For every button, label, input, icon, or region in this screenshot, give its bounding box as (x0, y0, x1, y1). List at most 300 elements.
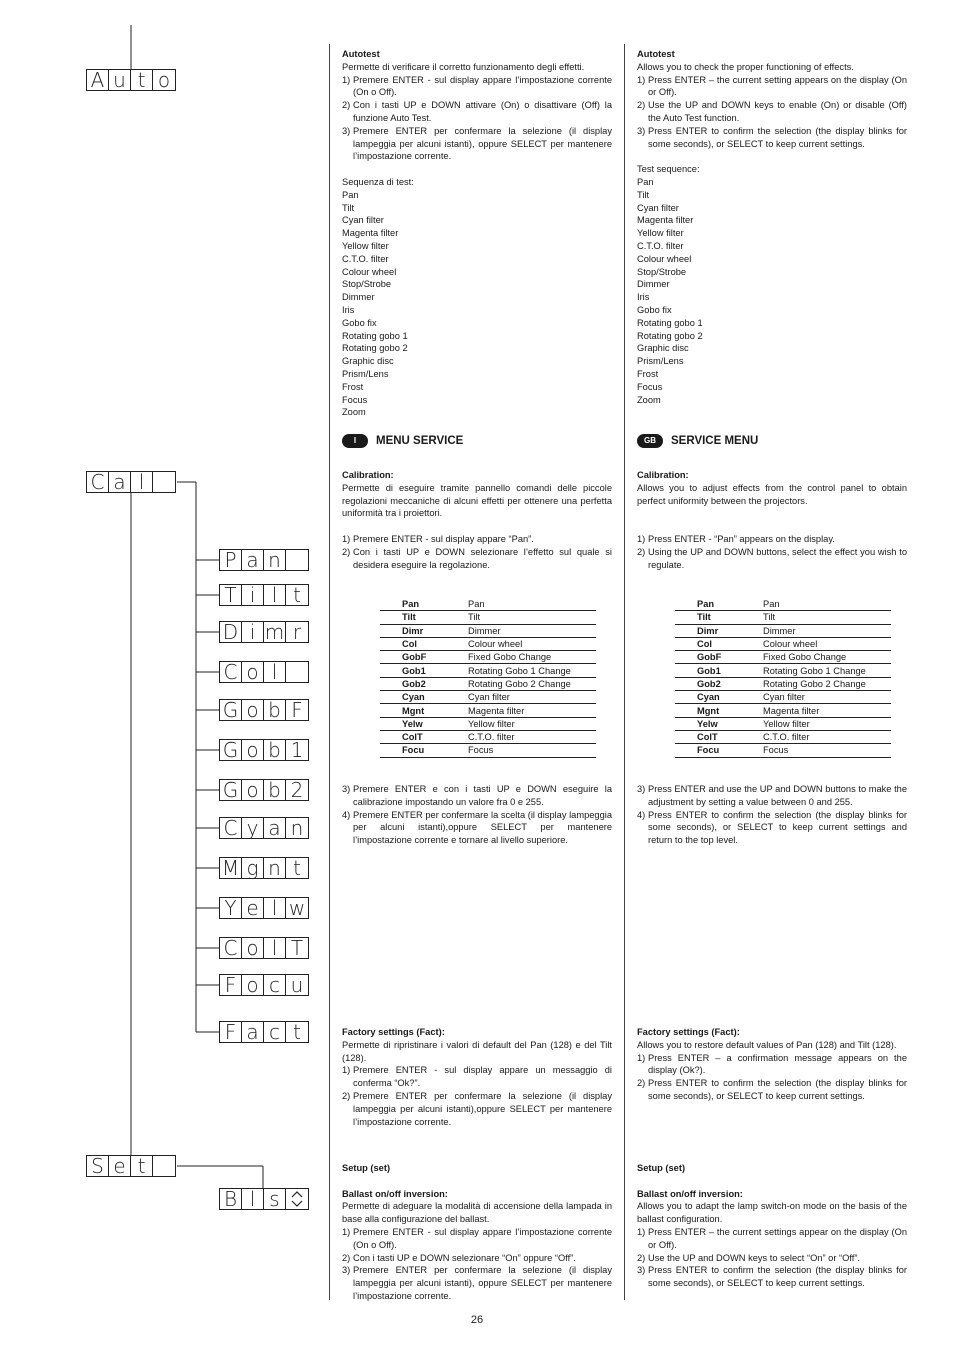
table-row (675, 651, 891, 664)
effect-code: Gob1 (380, 664, 464, 677)
step-text: Con i tasti UP e DOWN selezionare l’effetto sul quale si desidera eseguire la regolazione. (353, 546, 612, 570)
it-seq-list (342, 189, 612, 419)
lcd-auto (86, 69, 176, 91)
table-row (380, 598, 596, 611)
lcd-cal (86, 471, 176, 493)
step-number: 2) (637, 546, 646, 557)
step-text: Premere ENTER e con i tasti UP e DOWN eseguire la calibrazione impostando un valore fra 0 e 255. (353, 784, 612, 807)
lcd-char: a (109, 472, 131, 492)
table-row (675, 624, 891, 637)
step-text: Press ENTER to confirm the selection (the display blinks for some seconds), or SELECT to keep current settings. (648, 1078, 907, 1101)
lcd-char: y (242, 818, 264, 838)
up-down-arrows-icon (286, 1189, 308, 1209)
lcd-char: u (290, 973, 304, 997)
step-item (342, 783, 612, 809)
table-row (675, 744, 891, 757)
effect-description: Dimmer (759, 624, 891, 637)
lcd-char: n (264, 858, 286, 878)
table-row (380, 624, 596, 637)
step-number: 1) (342, 1065, 351, 1076)
table-row (675, 677, 891, 690)
step-text: Premere ENTER per confermare la selezione (il display lampeggia per alcuni istanti), oppure SELECT per mantenere l’impostazione corrente. (353, 1265, 612, 1301)
lcd-mgnt (219, 857, 309, 879)
lcd-char: a (242, 1022, 264, 1042)
step-item (342, 533, 612, 546)
step-number: 4) (637, 809, 646, 820)
step-item (342, 809, 612, 847)
it-setup-section (342, 1162, 612, 1303)
effect-code: Gob2 (380, 677, 464, 690)
lcd-gobf (219, 699, 309, 721)
lcd-char: a (264, 818, 286, 838)
step-number: 1) (342, 1226, 351, 1237)
en-ballast-steps (637, 1226, 907, 1290)
step-text: Press ENTER – the current settings appear on the display (On or Off). (648, 1226, 907, 1250)
effect-description: Colour wheel (759, 637, 891, 650)
effect-code: Col (675, 637, 759, 650)
lcd-char (286, 550, 308, 570)
en-calibration-steps-b (637, 783, 907, 847)
step-item (637, 1077, 907, 1103)
lcd-char: o (242, 700, 264, 720)
list-item: Magenta filter (637, 215, 694, 226)
lcd-char: o (157, 68, 171, 92)
lcd-char: F (291, 698, 303, 722)
step-item (637, 125, 907, 151)
effect-description: Focus (759, 744, 891, 757)
list-item: Iris (342, 304, 355, 315)
lcd-char: a (242, 550, 264, 570)
list-item: Zoom (637, 394, 661, 405)
effect-code: Focu (675, 744, 759, 757)
en-seq-list (637, 176, 907, 406)
lcd-pan (219, 549, 309, 571)
en-ballast-intro: Allows you to adapt the lamp switch-on mode on the basis of the ballast configuration. (637, 1201, 907, 1225)
lcd-char: b (264, 780, 286, 800)
list-item: Yellow filter (342, 240, 389, 251)
en-autotest-title: Autotest (637, 49, 675, 59)
effect-description: C.T.O. filter (464, 730, 596, 743)
table-row (380, 611, 596, 624)
it-fact-title: Factory settings (Fact): (342, 1027, 445, 1037)
en-ballast-title: Ballast on/off inversion: (637, 1188, 743, 1199)
en-fact-steps (637, 1052, 907, 1103)
list-item: Prism/Lens (637, 356, 684, 367)
it-autotest-steps (342, 74, 612, 164)
step-text: Using the UP and DOWN buttons, select the effect you wish to regulate. (648, 546, 907, 570)
lcd-char: o (242, 740, 264, 760)
step-number: 1) (637, 533, 646, 544)
effect-description: Yellow filter (464, 717, 596, 730)
lcd-char: n (290, 816, 304, 840)
effect-description: Rotating Gobo 1 Change (464, 664, 596, 677)
list-item: Stop/Strobe (637, 266, 687, 277)
effect-description: Focus (464, 744, 596, 757)
list-item: Prism/Lens (342, 368, 389, 379)
lcd-char: G (220, 780, 242, 800)
step-number: 2) (342, 1090, 351, 1101)
effect-description: Yellow filter (759, 717, 891, 730)
effect-description: Fixed Gobo Change (759, 651, 891, 664)
lcd-char: u (109, 70, 131, 90)
list-item: Iris (637, 292, 650, 303)
en-cal-steps-b (637, 783, 907, 847)
column-divider-left (329, 44, 330, 1300)
step-item (637, 1226, 907, 1252)
step-text: Premere ENTER - sul display appare l’impostazione corrente (On o Off). (353, 74, 612, 98)
step-text: Use the UP and DOWN keys to select “On” or “Off”. (648, 1252, 860, 1263)
list-item: Stop/Strobe (342, 279, 392, 290)
en-calibration-section (637, 469, 907, 571)
table-row (380, 637, 596, 650)
table-row (675, 611, 891, 624)
list-item: Rotating gobo 2 (342, 343, 408, 354)
list-item: Colour wheel (637, 253, 692, 264)
it-factory-section (342, 1026, 612, 1128)
lcd-colt (219, 937, 309, 959)
step-item (342, 74, 612, 100)
lcd-char: e (242, 898, 264, 918)
step-text: Press ENTER and use the UP and DOWN buttons to make the adjustment by setting a value between 0 and 255. (648, 784, 907, 807)
list-item: Yellow filter (637, 228, 684, 239)
menu-diagram (0, 0, 330, 1350)
effect-code: Focu (380, 744, 464, 757)
list-item: C.T.O. filter (637, 240, 684, 251)
lcd-char: r (292, 620, 302, 644)
lcd-char: T (220, 585, 242, 605)
list-item: Focus (637, 381, 663, 392)
en-cal-intro: Allows you to adjust effects from the control panel to obtain perfect uniformity between the projectors. (637, 482, 907, 506)
table-row (675, 598, 891, 611)
step-item (342, 1090, 612, 1128)
lcd-char: n (264, 550, 286, 570)
lcd-char: l (242, 1189, 264, 1209)
en-fact-intro: Allows you to restore default values of Pan (128) and Tilt (128). (637, 1039, 897, 1050)
lcd-char: G (220, 740, 242, 760)
effect-description: Pan (464, 598, 596, 611)
step-number: 2) (342, 100, 351, 111)
lcd-char: i (242, 585, 264, 605)
step-item (637, 546, 907, 572)
effect-description: Magenta filter (759, 704, 891, 717)
en-menu-title: SERVICE MENU (671, 434, 759, 447)
effect-code: Dimr (380, 624, 464, 637)
effect-code: GobF (675, 651, 759, 664)
en-autotest-intro: Allows you to check the proper functioning of effects. (637, 61, 854, 72)
list-item: Focus (342, 394, 368, 405)
it-fact-steps (342, 1064, 612, 1128)
table-row (380, 704, 596, 717)
table-row (380, 717, 596, 730)
lcd-char: 1 (290, 738, 304, 762)
step-number: 3) (637, 125, 646, 136)
lcd-char (153, 472, 175, 492)
effect-description: Rotating Gobo 2 Change (464, 677, 596, 690)
effect-code: GobF (380, 651, 464, 664)
lcd-char (153, 1156, 175, 1176)
list-item: Frost (637, 368, 659, 379)
it-calibration-steps-b (342, 783, 612, 847)
it-cal-steps-a (342, 533, 612, 571)
step-item (342, 1226, 612, 1252)
step-item (637, 809, 907, 847)
lcd-char: T (290, 936, 304, 960)
list-item: Dimmer (637, 279, 670, 290)
list-item: Gobo fix (637, 304, 672, 315)
lcd-char: w (288, 896, 306, 920)
effect-description: Magenta filter (464, 704, 596, 717)
step-item (637, 1052, 907, 1078)
step-item (637, 533, 907, 546)
step-item (342, 99, 612, 125)
it-cal-intro: Permette di eseguire tramite pannello comandi delle piccole regolazioni meccaniche di alcuni effetti per ottenere una perfetta uniformità tra i proiettori. (342, 482, 612, 519)
lcd-char: o (242, 938, 264, 958)
en-factory-section (637, 1026, 907, 1103)
lcd-char: 2 (290, 778, 304, 802)
lcd-char: C (220, 938, 242, 958)
effect-code: Gob2 (675, 677, 759, 690)
lcd-char: P (220, 550, 242, 570)
step-number: 2) (342, 546, 351, 557)
list-item: Cyan filter (637, 202, 679, 213)
effect-description: Tilt (759, 611, 891, 624)
it-fact-intro: Permette di ripristinare i valori di default del Pan (128) e del Tilt (128). (342, 1039, 612, 1063)
step-item (637, 99, 907, 125)
list-item: Graphic disc (637, 343, 689, 354)
lcd-char: F (220, 975, 242, 995)
effect-code: Mgnt (380, 704, 464, 717)
column-divider-middle (624, 44, 625, 1300)
effect-code: Cyan (380, 691, 464, 704)
lcd-char: s (264, 1189, 286, 1209)
lcd-char: S (87, 1156, 109, 1176)
table-row (380, 677, 596, 690)
step-item (342, 125, 612, 163)
lcd-char: l (264, 662, 286, 682)
lcd-char: t (293, 583, 301, 607)
step-text: Premere ENTER per confermare la scelta (il display lampeggia per alcuni istanti),oppure SELECT per mantenere l’impostazione corrente e tornare al livello superiore. (353, 809, 612, 846)
list-item: Pan (342, 189, 359, 200)
step-item (342, 546, 612, 572)
effect-description: Rotating Gobo 2 Change (759, 677, 891, 690)
effect-description: Colour wheel (464, 637, 596, 650)
step-number: 1) (637, 1052, 646, 1063)
step-item (637, 74, 907, 100)
table-row (380, 651, 596, 664)
lcd-focu (219, 974, 309, 996)
en-autotest-section (637, 48, 907, 406)
table-row (380, 744, 596, 757)
table-row (675, 730, 891, 743)
lcd-char: t (293, 1020, 301, 1044)
list-item: Frost (342, 381, 364, 392)
step-text: Use the UP and DOWN keys to enable (On) or disable (Off) the Auto Test function. (648, 100, 907, 123)
effect-code: Gob1 (675, 664, 759, 677)
en-cal-steps-a (637, 533, 907, 571)
it-calibration-section (342, 469, 612, 571)
lcd-col (219, 661, 309, 683)
lcd-char: t (293, 856, 301, 880)
step-text: Press ENTER to confirm the selection (the display blinks for some seconds), or SELECT to keep current settings. (648, 1265, 907, 1289)
lcd-gob1 (219, 739, 309, 761)
lcd-cyan (219, 817, 309, 839)
lcd-char: D (220, 622, 242, 642)
lcd-char: t (131, 70, 153, 90)
list-item: Tilt (342, 202, 355, 213)
list-item: Tilt (637, 189, 650, 200)
lcd-char: B (220, 1189, 242, 1209)
lcd-bls (219, 1188, 309, 1210)
effect-code: Tilt (380, 611, 464, 624)
step-number: 3) (342, 125, 351, 136)
list-item: C.T.O. filter (342, 253, 389, 264)
lcd-set (86, 1155, 176, 1177)
list-item: Colour wheel (342, 266, 397, 277)
it-setup-title: Setup (set) (342, 1163, 391, 1173)
lcd-char: Y (220, 898, 242, 918)
it-cal-title: Calibration: (342, 470, 394, 480)
lcd-char: b (264, 740, 286, 760)
table-row (380, 664, 596, 677)
step-text: Press ENTER – a confirmation message appears on the display (Ok?). (648, 1052, 907, 1076)
lcd-char: g (242, 858, 264, 878)
lcd-fact (219, 1021, 309, 1043)
step-text: Premere ENTER per confermare la selezione (il display lampeggia per alcuni istanti),oppure SELECT per mantenere l’impostazione corrente. (353, 1090, 612, 1127)
it-menu-header (342, 434, 612, 448)
lang-badge-gb: GB (637, 434, 663, 448)
effect-description: C.T.O. filter (759, 730, 891, 743)
step-item (342, 1064, 612, 1090)
lcd-char: o (242, 975, 264, 995)
step-number: 1) (637, 1226, 646, 1237)
effect-code: Pan (380, 598, 464, 611)
lcd-char: A (87, 70, 109, 90)
step-item (342, 1264, 612, 1302)
step-text: Con i tasti UP e DOWN attivare (On) o disattivare (Off) la funzione Auto Test. (353, 100, 612, 123)
effect-description: Cyan filter (464, 691, 596, 704)
lcd-tilt (219, 584, 309, 606)
step-text: Con i tasti UP e DOWN selezionare “On” oppure “Off”. (353, 1252, 576, 1263)
en-setup-section (637, 1162, 907, 1290)
table-row (675, 664, 891, 677)
effect-code: Pan (675, 598, 759, 611)
list-item: Magenta filter (342, 228, 399, 239)
step-number: 2) (637, 100, 646, 111)
lcd-char: i (242, 622, 264, 642)
step-number: 4) (342, 809, 351, 820)
list-item: Gobo fix (342, 317, 377, 328)
step-text: Premere ENTER - sul display appare “Pan”. (353, 533, 534, 544)
effect-description: Tilt (464, 611, 596, 624)
lcd-char: o (242, 780, 264, 800)
step-number: 3) (342, 784, 351, 794)
effect-description: Dimmer (464, 624, 596, 637)
step-item (637, 1264, 907, 1290)
list-item: Dimmer (342, 292, 375, 303)
step-item (637, 1252, 907, 1265)
lcd-char: e (109, 1156, 131, 1176)
lcd-char: c (264, 975, 286, 995)
effect-code: Yelw (675, 717, 759, 730)
it-ballast-intro: Permette di adeguare la modalità di accensione della lampada in base alla configurazione del ballast. (342, 1201, 612, 1225)
en-cal-title: Calibration: (637, 470, 689, 480)
it-autotest-intro: Permette di verificare il corretto funzionamento degli effetti. (342, 61, 585, 72)
step-text: Press ENTER - “Pan” appears on the display. (648, 533, 835, 544)
step-number: 3) (637, 784, 646, 794)
table-row (675, 637, 891, 650)
lang-badge-it: I (342, 434, 368, 448)
lcd-char: m (264, 620, 285, 644)
step-item (637, 783, 907, 809)
effect-code: Dimr (675, 624, 759, 637)
it-menu-title: MENU SERVICE (376, 434, 464, 447)
en-menu-header (637, 434, 907, 448)
lcd-char: t (131, 1156, 153, 1176)
step-number: 1) (342, 74, 351, 85)
step-number: 1) (342, 533, 351, 544)
effect-code: Yelw (380, 717, 464, 730)
step-text: Premere ENTER - sul display appare l’impostazione corrente (On o Off). (353, 1226, 612, 1250)
table-row (380, 691, 596, 704)
step-text: Premere ENTER - sul display appare un messaggio di conferma “Ok?”. (353, 1065, 612, 1089)
lcd-char: C (87, 472, 109, 492)
effect-description: Pan (759, 598, 891, 611)
page-number: 26 (470, 1314, 484, 1326)
step-text: Press ENTER to confirm the selection (the display blinks for some seconds), or SELECT to keep current settings. (648, 125, 907, 149)
effect-code: Col (380, 637, 464, 650)
effect-description: Cyan filter (759, 691, 891, 704)
it-effects-table (380, 598, 596, 758)
step-number: 3) (342, 1265, 351, 1276)
lcd-char: M (220, 858, 242, 878)
lcd-char: C (220, 818, 242, 838)
lcd-char: l (264, 585, 286, 605)
lcd-char: l (264, 938, 286, 958)
lcd-char: C (220, 662, 242, 682)
effect-code: Mgnt (675, 704, 759, 717)
en-autotest-steps (637, 74, 907, 151)
step-number: 2) (342, 1252, 351, 1263)
list-item: Graphic disc (342, 356, 394, 367)
list-item: Rotating gobo 1 (637, 317, 703, 328)
en-seq-title: Test sequence: (637, 164, 700, 175)
lcd-char (286, 662, 308, 682)
step-text: Press ENTER – the current setting appears on the display (On or Off). (648, 74, 907, 98)
lcd-char: F (220, 1022, 242, 1042)
en-setup-title: Setup (set) (637, 1163, 686, 1173)
en-fact-title: Factory settings (Fact): (637, 1027, 740, 1037)
step-number: 2) (637, 1252, 646, 1263)
lcd-char: c (264, 1022, 286, 1042)
it-autotest-section (342, 48, 612, 419)
it-seq-title: Sequenza di test: (342, 176, 414, 187)
effect-code: Tilt (675, 611, 759, 624)
list-item: Pan (637, 176, 654, 187)
lcd-gob2 (219, 779, 309, 801)
lcd-yelw (219, 897, 309, 919)
table-row (675, 691, 891, 704)
effect-code: ColT (380, 730, 464, 743)
step-number: 1) (637, 74, 646, 85)
list-item: Rotating gobo 1 (342, 330, 408, 341)
lcd-char: b (264, 700, 286, 720)
step-item (342, 1252, 612, 1265)
effect-code: ColT (675, 730, 759, 743)
table-row (380, 730, 596, 743)
it-ballast-title: Ballast on/off inversion: (342, 1188, 448, 1199)
effect-code: Cyan (675, 691, 759, 704)
list-item: Zoom (342, 407, 366, 418)
